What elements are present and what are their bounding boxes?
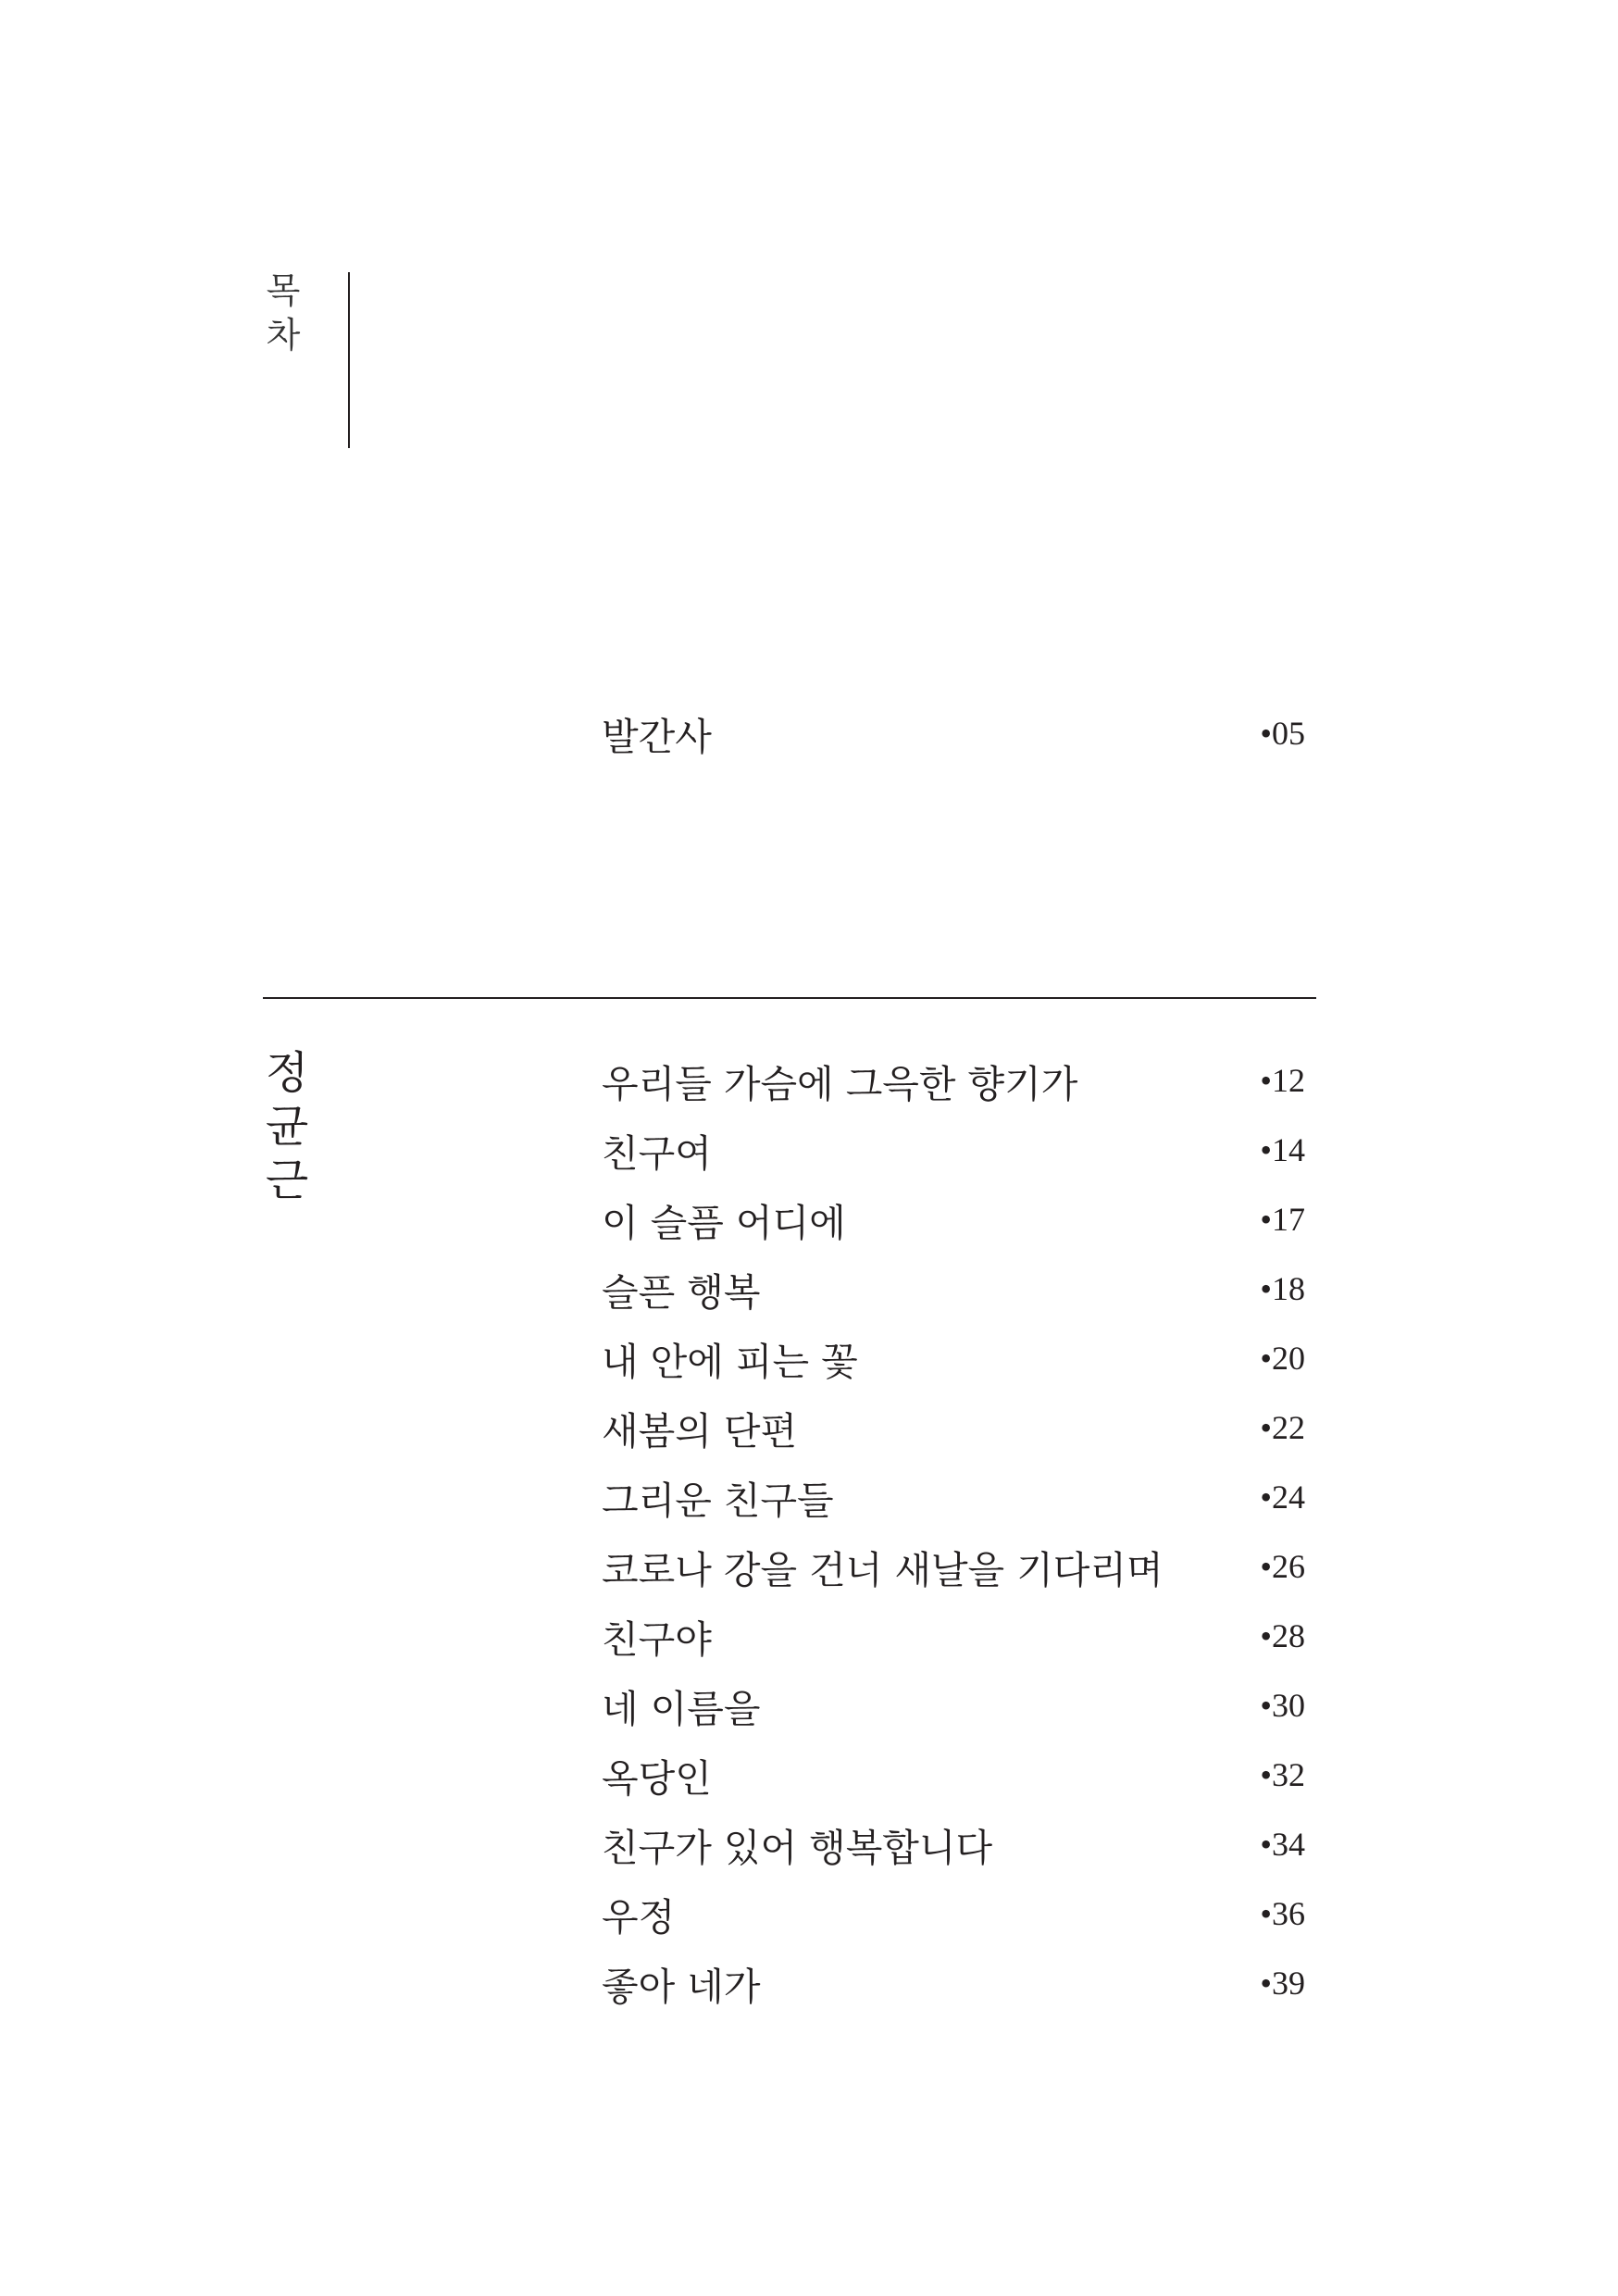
toc-entry-page: •14 [1260, 1131, 1305, 1168]
toc-entry-page: •26 [1260, 1548, 1305, 1585]
toc-entry-page: •20 [1260, 1340, 1305, 1377]
toc-entry-preface[interactable] [602, 707, 1305, 759]
toc-entry-page: •12 [1260, 1062, 1305, 1099]
toc-entry-page: •28 [1260, 1617, 1305, 1654]
toc-entry-page: •34 [1260, 1826, 1305, 1863]
toc-entry-title: 새봄의 단편 [602, 1408, 798, 1454]
toc-entry-page: •17 [1260, 1201, 1305, 1238]
toc-entry-title: 코로나 강을 건너 새날을 기다리며 [602, 1547, 1164, 1592]
heading-char: 차 [266, 315, 301, 356]
toc-entry-page: •05 [1260, 715, 1305, 752]
heading-divider [348, 272, 350, 448]
toc-entry-title: 친구여 [602, 1130, 712, 1176]
toc-entry[interactable] [602, 1888, 1305, 1940]
toc-entry-page: •24 [1260, 1479, 1305, 1516]
toc-entry-page: •22 [1260, 1409, 1305, 1446]
toc-entry-title: 친구가 있어 행복합니다 [602, 1825, 993, 1870]
toc-entry-title: 좋아 네가 [602, 1964, 761, 2009]
author-char: 정 [265, 1047, 309, 1099]
toc-entry-title: 네 이름을 [602, 1686, 761, 1731]
toc-entry-title: 옥당인 [602, 1755, 712, 1801]
toc-entry[interactable] [602, 1679, 1305, 1731]
section-author [261, 1046, 313, 1207]
page-heading [261, 268, 305, 357]
toc-entry[interactable] [602, 1124, 1305, 1176]
toc-entry[interactable] [602, 1610, 1305, 1662]
toc-entry-title: 우정 [602, 1894, 676, 1940]
toc-entry[interactable] [602, 1193, 1305, 1245]
toc-entry-page: •39 [1260, 1965, 1305, 2002]
toc-entry[interactable] [602, 1957, 1305, 2009]
toc-entry-page: •36 [1260, 1895, 1305, 1932]
toc-entry[interactable] [602, 1054, 1305, 1106]
heading-char: 목 [266, 270, 301, 311]
toc-entry-title: 슬픈 행복 [602, 1269, 761, 1315]
toc-entry[interactable] [602, 1749, 1305, 1801]
toc-entry-title: 내 안에 피는 꽃 [602, 1339, 858, 1384]
author-char: 균 [265, 1101, 309, 1153]
toc-entry[interactable] [602, 1471, 1305, 1523]
toc-entry[interactable] [602, 1818, 1305, 1870]
toc-entry[interactable] [602, 1541, 1305, 1592]
toc-entry[interactable] [602, 1263, 1305, 1315]
toc-entry-title: 이 슬픔 어디에 [602, 1200, 846, 1245]
toc-entry-title: 그리운 친구들 [602, 1478, 834, 1523]
toc-entry-page: •30 [1260, 1687, 1305, 1724]
author-char: 근 [265, 1154, 309, 1206]
section-divider [263, 997, 1316, 999]
toc-entry-title: 우리들 가슴에 그윽한 향기가 [602, 1061, 1078, 1106]
toc-entry-page: •32 [1260, 1756, 1305, 1793]
toc-entry-page: •18 [1260, 1270, 1305, 1307]
toc-entry-title: 친구야 [602, 1616, 712, 1662]
toc-entry[interactable] [602, 1332, 1305, 1384]
toc-entry-title: 발간사 [602, 714, 712, 759]
toc-entry[interactable] [602, 1402, 1305, 1454]
